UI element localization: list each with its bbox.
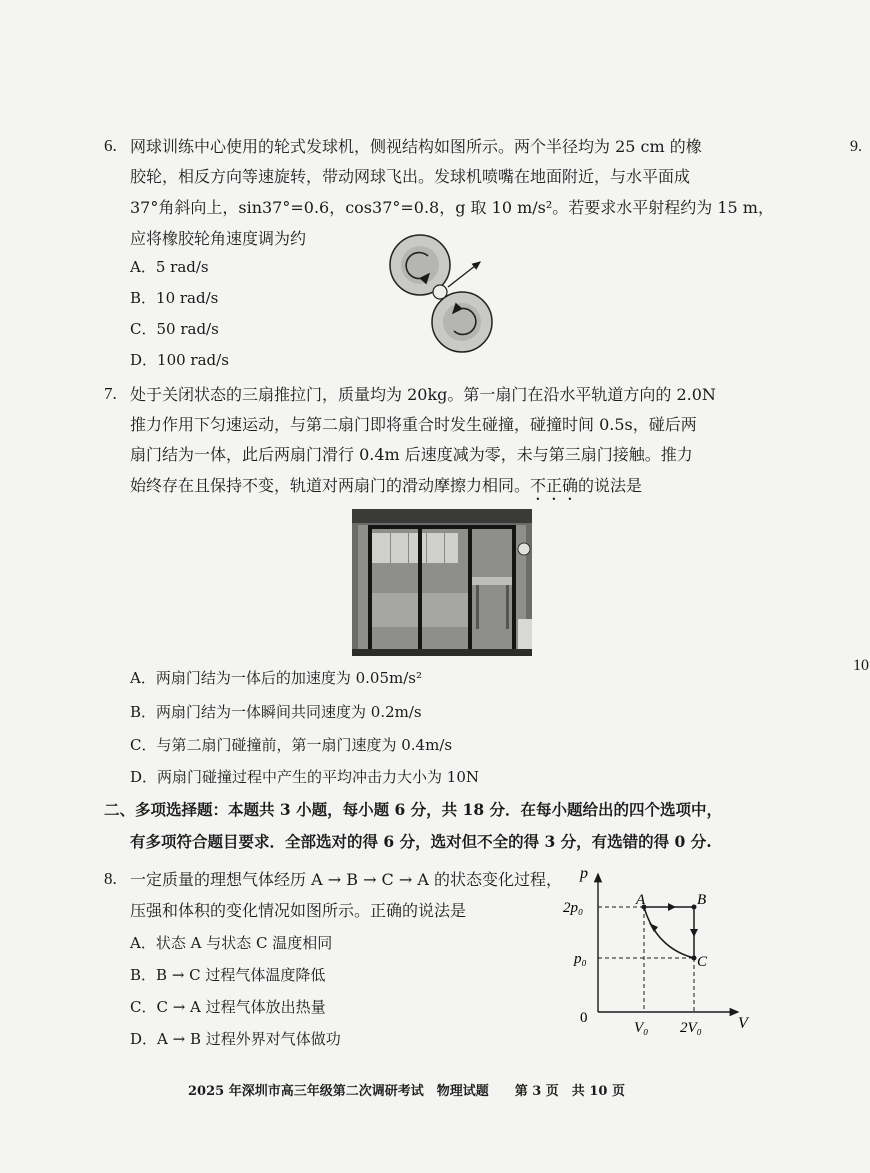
origin-label: 0 bbox=[580, 1010, 588, 1026]
q7-option-b: B．两扇门结为一体瞬间共同速度为 0.2m/s bbox=[130, 703, 422, 721]
tick-2p0: 2p₀ bbox=[563, 900, 584, 916]
tick-p0: p₀ bbox=[574, 951, 587, 967]
sliding-door-photo bbox=[352, 509, 532, 656]
side-mark-9: 9. bbox=[850, 138, 862, 155]
q6-number: 6. bbox=[104, 136, 117, 155]
q7-line-1: 处于关闭状态的三扇推拉门，质量均为 20kg。第一扇门在沿水平轨道方向的 2.0N bbox=[130, 385, 716, 404]
label-b: B bbox=[697, 892, 707, 908]
q7-option-a: A．两扇门结为一体后的加速度为 0.05m/s² bbox=[130, 669, 422, 687]
q7-line-4 bbox=[130, 475, 642, 504]
q6-line-1: 网球训练中心使用的轮式发球机，侧视结构如图所示。两个半径均为 25 cm 的橡 bbox=[130, 137, 702, 156]
q6-line-2: 胶轮，相反方向等速旋转，带动网球飞出。发球机喷嘴在地面附近，与水平面成 bbox=[130, 167, 691, 186]
page-footer: 2025 年深圳市高三年级第二次调研考试 物理试题 第 3 页 共 10 页 bbox=[188, 1084, 625, 1099]
q7-emphasis-incorrect: 不正确 bbox=[530, 476, 579, 495]
q7-line-4-prefix: 始终存在且保持不变，轨道对两扇门的滑动摩擦力相同。 bbox=[130, 476, 531, 495]
process-c-to-a bbox=[644, 907, 694, 958]
tennis-ball bbox=[433, 285, 447, 299]
q7-line-3: 扇门结为一体，此后两扇门滑行 0.4m 后速度减为零，未与第三扇门接触。推力 bbox=[130, 445, 693, 464]
q8-line-2: 压强和体积的变化情况如图所示。正确的说法是 bbox=[130, 901, 467, 920]
point-c bbox=[692, 956, 697, 961]
axis-label-v: V bbox=[738, 1015, 748, 1032]
q6-line-3: 37°角斜向上，sin37°=0.6，cos37°=0.8，g 取 10 m/s²。若要求水平射程约为 15 m， bbox=[130, 198, 774, 217]
label-a: A bbox=[636, 892, 646, 908]
side-mark-10: 10 bbox=[853, 657, 869, 674]
section-two-rules: 有多项符合题目要求．全部选对的得 6 分，选对但不全的得 3 分，有选错的得 0 分. bbox=[130, 832, 712, 851]
q8-number: 8. bbox=[104, 869, 117, 888]
q8-option-a: A．状态 A 与状态 C 温度相同 bbox=[130, 934, 333, 952]
q6-line-4: 应将橡胶轮角速度调为约 bbox=[130, 229, 307, 248]
q6-option-c: C．50 rad/s bbox=[130, 320, 219, 338]
q7-line-2: 推力作用下匀速运动，与第二扇门即将重合时发生碰撞，碰撞时间 0.5s，碰后两 bbox=[130, 415, 697, 434]
wheel-launcher-diagram bbox=[380, 232, 510, 354]
section-two-heading: 二、多项选择题：本题共 3 小题，每小题 6 分，共 18 分．在每小题给出的四个选项中， bbox=[104, 800, 723, 819]
q6-option-b: B．10 rad/s bbox=[130, 289, 219, 307]
pv-graph bbox=[560, 862, 760, 1042]
q7-number: 7. bbox=[104, 384, 117, 403]
q7-option-c: C．与第二扇门碰撞前，第一扇门速度为 0.4m/s bbox=[130, 736, 453, 754]
q7-line-4-suffix: 的说法是 bbox=[578, 476, 643, 495]
point-b bbox=[692, 905, 697, 910]
q8-option-b: B．B → C 过程气体温度降低 bbox=[130, 966, 326, 984]
launch-direction-arrow bbox=[448, 262, 480, 287]
q7-option-d: D．两扇门碰撞过程中产生的平均冲击力大小为 10N bbox=[130, 768, 480, 786]
q8-option-c: C．C → A 过程气体放出热量 bbox=[130, 998, 326, 1016]
q6-option-a: A．5 rad/s bbox=[130, 258, 209, 276]
q8-line-1: 一定质量的理想气体经历 A → B → C → A 的状态变化过程， bbox=[130, 870, 563, 889]
q6-option-d: D．100 rad/s bbox=[130, 351, 229, 369]
tick-2v0: 2V₀ bbox=[680, 1020, 702, 1036]
q8-option-d: D．A → B 过程外界对气体做功 bbox=[130, 1030, 341, 1048]
tick-v0: V₀ bbox=[634, 1020, 649, 1036]
label-c: C bbox=[697, 954, 708, 970]
axis-label-p: p bbox=[580, 865, 588, 882]
